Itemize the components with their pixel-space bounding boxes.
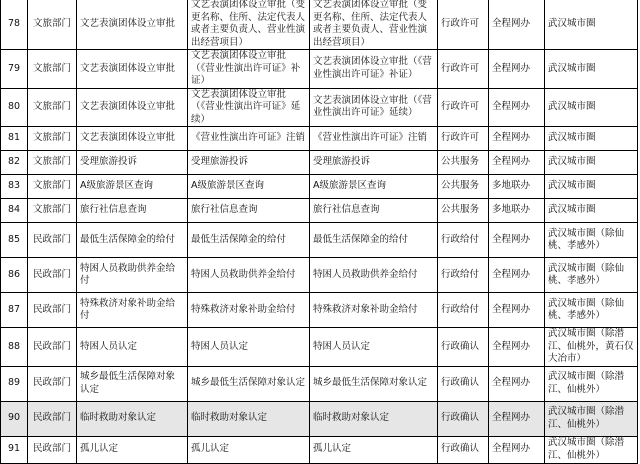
sub-item-cell: 受理旅游投诉: [188, 151, 310, 175]
handling-mode-cell: 全程网办: [489, 88, 545, 127]
sub-item-cell: 特殊救济对象补助金给付: [188, 293, 310, 328]
handling-mode-cell: 多地联办: [489, 199, 545, 223]
handling-mode-cell: 全程网办: [489, 127, 545, 151]
service-item-cell: 文艺表演团体设立审批: [77, 127, 188, 151]
service-detail-cell: 文艺表演团体设立审批（《营业性演出许可证》补证）: [310, 50, 438, 89]
department-cell: 民政部门: [28, 223, 77, 258]
row-number-cell: 90: [1, 401, 28, 436]
service-item-cell: 特困人员认定: [77, 328, 188, 367]
table-row: [1, 50, 638, 89]
service-detail-cell: 文艺表演团体设立审批（《营业性演出许可证》延续）: [310, 88, 438, 127]
table-body: [1, 0, 638, 463]
row-number-cell: 82: [1, 151, 28, 175]
service-detail-cell: 《营业性演出许可证》注销: [310, 127, 438, 151]
department-cell: 文旅部门: [28, 199, 77, 223]
service-type-cell: 行政许可: [438, 0, 489, 50]
table-row: [1, 175, 638, 199]
table-row: [1, 436, 638, 463]
row-number-cell: 81: [1, 127, 28, 151]
sub-item-cell: 特困人员救助供养金给付: [188, 258, 310, 293]
service-item-cell: A级旅游景区查询: [77, 175, 188, 199]
sub-item-cell: 城乡最低生活保障对象认定: [188, 366, 310, 401]
service-detail-cell: 孤儿认定: [310, 436, 438, 463]
service-detail-cell: 特困人员救助供养金给付: [310, 258, 438, 293]
service-type-cell: 行政确认: [438, 366, 489, 401]
handling-mode-cell: 全程网办: [489, 366, 545, 401]
handling-mode-cell: 多地联办: [489, 175, 545, 199]
department-cell: 民政部门: [28, 366, 77, 401]
service-scope-cell: 武汉城市圈: [545, 175, 638, 199]
service-type-cell: 行政给付: [438, 223, 489, 258]
service-type-cell: 行政确认: [438, 328, 489, 367]
table-row: [1, 127, 638, 151]
department-cell: 民政部门: [28, 436, 77, 463]
handling-mode-cell: 全程网办: [489, 223, 545, 258]
row-number-cell: 79: [1, 50, 28, 89]
service-scope-cell: 武汉城市圈（除潜江、仙桃外）: [545, 436, 638, 463]
service-scope-cell: 武汉城市圈（除潜江、仙桃外）: [545, 366, 638, 401]
sub-item-cell: 最低生活保障金的给付: [188, 223, 310, 258]
handling-mode-cell: 全程网办: [489, 293, 545, 328]
handling-mode-cell: 全程网办: [489, 401, 545, 436]
service-scope-cell: 武汉城市圈: [545, 127, 638, 151]
department-cell: 文旅部门: [28, 0, 77, 50]
service-detail-cell: 临时救助对象认定: [310, 401, 438, 436]
service-type-cell: 行政给付: [438, 258, 489, 293]
service-detail-cell: 特殊救济对象补助金给付: [310, 293, 438, 328]
row-number-cell: 83: [1, 175, 28, 199]
service-item-cell: 文艺表演团体设立审批: [77, 0, 188, 50]
service-detail-cell: 最低生活保障金的给付: [310, 223, 438, 258]
table-row: [1, 223, 638, 258]
table-row: [1, 401, 638, 436]
sub-item-cell: 临时救助对象认定: [188, 401, 310, 436]
sub-item-cell: 孤儿认定: [188, 436, 310, 463]
service-type-cell: 行政给付: [438, 293, 489, 328]
service-type-cell: 行政许可: [438, 88, 489, 127]
service-item-cell: 文艺表演团体设立审批: [77, 50, 188, 89]
table-row: [1, 199, 638, 223]
service-item-cell: 孤儿认定: [77, 436, 188, 463]
service-type-cell: 行政许可: [438, 50, 489, 89]
service-scope-cell: 武汉城市圈（除仙桃、孝感外）: [545, 258, 638, 293]
table-row: [1, 366, 638, 401]
service-type-cell: 行政许可: [438, 127, 489, 151]
sub-item-cell: 文艺表演团体设立审批（变更名称、住所、法定代表人或者主要负责人、营业性演出经营项目）: [188, 0, 310, 50]
department-cell: 民政部门: [28, 401, 77, 436]
service-scope-cell: 武汉城市圈（除潜江、仙桃外）: [545, 401, 638, 436]
table-row: [1, 293, 638, 328]
row-number-cell: 91: [1, 436, 28, 463]
sub-item-cell: A级旅游景区查询: [188, 175, 310, 199]
service-scope-cell: 武汉城市圈: [545, 50, 638, 89]
service-detail-cell: 文艺表演团体设立审批（变更名称、住所、法定代表人或者主要负责人、营业性演出经营项目）: [310, 0, 438, 50]
department-cell: 民政部门: [28, 328, 77, 367]
service-type-cell: 行政确认: [438, 436, 489, 463]
department-cell: 文旅部门: [28, 88, 77, 127]
service-scope-cell: 武汉城市圈: [545, 151, 638, 175]
department-cell: 文旅部门: [28, 50, 77, 89]
department-cell: 文旅部门: [28, 175, 77, 199]
service-type-cell: 公共服务: [438, 199, 489, 223]
service-item-cell: 受理旅游投诉: [77, 151, 188, 175]
handling-mode-cell: 全程网办: [489, 328, 545, 367]
table-row: [1, 258, 638, 293]
service-detail-cell: 受理旅游投诉: [310, 151, 438, 175]
sub-item-cell: 文艺表演团体设立审批（《营业性演出许可证》延续）: [188, 88, 310, 127]
service-item-cell: 城乡最低生活保障对象认定: [77, 366, 188, 401]
service-detail-cell: A级旅游景区查询: [310, 175, 438, 199]
row-number-cell: 87: [1, 293, 28, 328]
service-detail-cell: 特困人员认定: [310, 328, 438, 367]
department-cell: 文旅部门: [28, 127, 77, 151]
table-row: [1, 151, 638, 175]
service-scope-cell: 武汉城市圈（除潜江、仙桃外，黄石仅大冶市）: [545, 328, 638, 367]
handling-mode-cell: 全程网办: [489, 436, 545, 463]
service-scope-cell: 武汉城市圈: [545, 88, 638, 127]
sub-item-cell: 旅行社信息查询: [188, 199, 310, 223]
department-cell: 民政部门: [28, 258, 77, 293]
service-type-cell: 行政确认: [438, 401, 489, 436]
table-row: [1, 88, 638, 127]
service-item-cell: 旅行社信息查询: [77, 199, 188, 223]
service-type-cell: 公共服务: [438, 175, 489, 199]
row-number-cell: 84: [1, 199, 28, 223]
row-number-cell: 88: [1, 328, 28, 367]
service-item-cell: 文艺表演团体设立审批: [77, 88, 188, 127]
sub-item-cell: 文艺表演团体设立审批（《营业性演出许可证》补证）: [188, 50, 310, 89]
table-row: [1, 0, 638, 50]
row-number-cell: 86: [1, 258, 28, 293]
service-item-cell: 最低生活保障金的给付: [77, 223, 188, 258]
row-number-cell: 78: [1, 0, 28, 50]
sub-item-cell: 特困人员认定: [188, 328, 310, 367]
row-number-cell: 85: [1, 223, 28, 258]
sub-item-cell: 《营业性演出许可证》注销: [188, 127, 310, 151]
handling-mode-cell: 全程网办: [489, 258, 545, 293]
row-number-cell: 89: [1, 366, 28, 401]
row-number-cell: 80: [1, 88, 28, 127]
service-item-cell: 特困人员救助供养金给付: [77, 258, 188, 293]
service-scope-cell: 武汉城市圈: [545, 0, 638, 50]
handling-mode-cell: 全程网办: [489, 50, 545, 89]
department-cell: 文旅部门: [28, 151, 77, 175]
service-type-cell: 公共服务: [438, 151, 489, 175]
handling-mode-cell: 全程网办: [489, 151, 545, 175]
department-cell: 民政部门: [28, 293, 77, 328]
service-item-cell: 特殊救济对象补助金给付: [77, 293, 188, 328]
service-scope-cell: 武汉城市圈: [545, 199, 638, 223]
handling-mode-cell: 全程网办: [489, 0, 545, 50]
service-scope-cell: 武汉城市圈（除仙桃、孝感外）: [545, 293, 638, 328]
service-detail-cell: 城乡最低生活保障对象认定: [310, 366, 438, 401]
table-row: [1, 328, 638, 367]
service-item-cell: 临时救助对象认定: [77, 401, 188, 436]
service-detail-cell: 旅行社信息查询: [310, 199, 438, 223]
service-scope-cell: 武汉城市圈（除仙桃、孝感外）: [545, 223, 638, 258]
